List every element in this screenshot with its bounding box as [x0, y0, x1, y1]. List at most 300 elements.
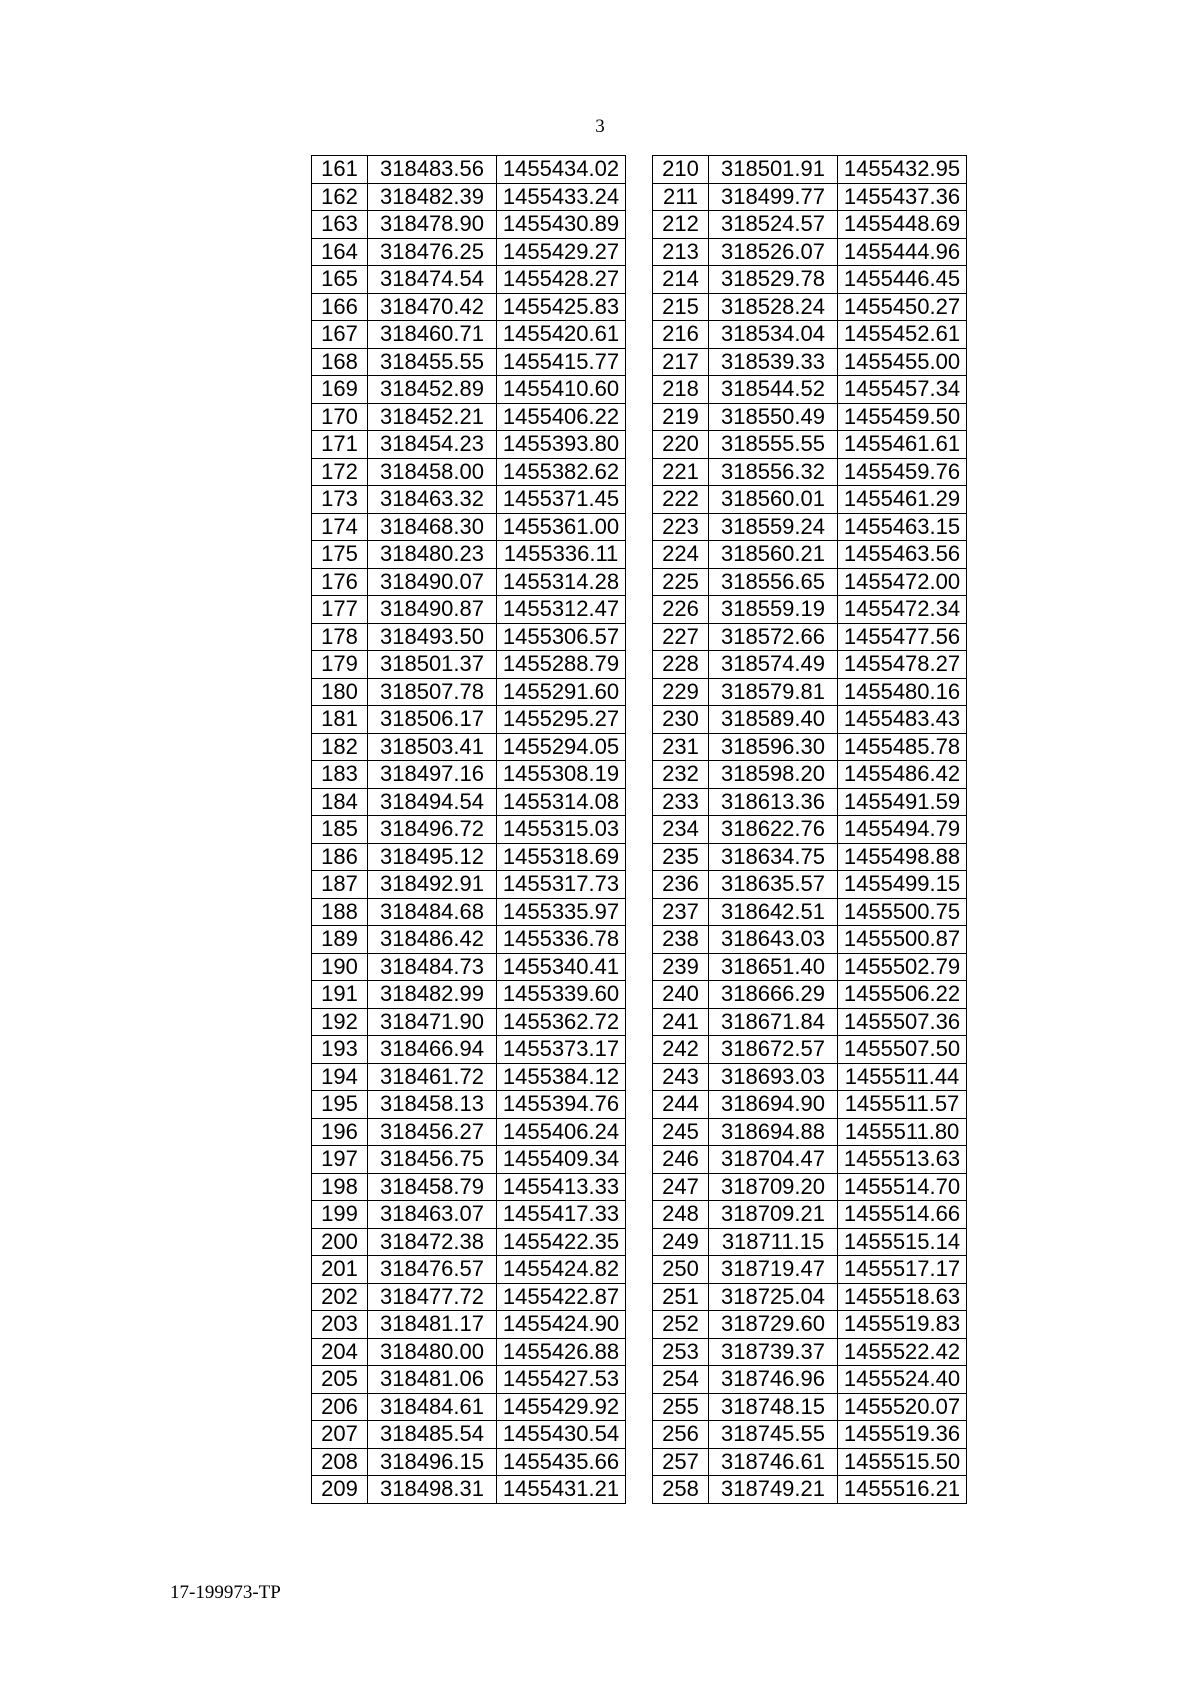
- x-coordinate-cell: 318485.54: [368, 1421, 497, 1449]
- x-coordinate-cell: 318456.27: [368, 1118, 497, 1146]
- y-coordinate-cell: 1455394.76: [497, 1091, 626, 1119]
- table-row: [653, 431, 967, 459]
- y-coordinate-cell: 1455477.56: [838, 623, 967, 651]
- table-row: [653, 1091, 967, 1119]
- x-coordinate-cell: 318478.90: [368, 211, 497, 239]
- x-coordinate-cell: 318474.54: [368, 266, 497, 294]
- point-number-cell: 195: [312, 1091, 368, 1119]
- y-coordinate-cell: 1455452.61: [838, 321, 967, 349]
- table-row: [653, 513, 967, 541]
- point-number-cell: 216: [653, 321, 709, 349]
- table-row: [653, 816, 967, 844]
- x-coordinate-cell: 318458.00: [368, 458, 497, 486]
- x-coordinate-cell: 318476.25: [368, 238, 497, 266]
- point-number-cell: 188: [312, 898, 368, 926]
- point-number-cell: 254: [653, 1366, 709, 1394]
- x-coordinate-cell: 318719.47: [709, 1256, 838, 1284]
- y-coordinate-cell: 1455480.16: [838, 678, 967, 706]
- y-coordinate-cell: 1455435.66: [497, 1448, 626, 1476]
- table-row: [312, 1311, 626, 1339]
- x-coordinate-cell: 318709.21: [709, 1201, 838, 1229]
- y-coordinate-cell: 1455491.59: [838, 788, 967, 816]
- point-number-cell: 205: [312, 1366, 368, 1394]
- table-row: [312, 513, 626, 541]
- point-number-cell: 242: [653, 1036, 709, 1064]
- table-row: [653, 1256, 967, 1284]
- point-number-cell: 164: [312, 238, 368, 266]
- table-row: [312, 706, 626, 734]
- y-coordinate-cell: 1455457.34: [838, 376, 967, 404]
- y-coordinate-cell: 1455291.60: [497, 678, 626, 706]
- x-coordinate-cell: 318526.07: [709, 238, 838, 266]
- point-number-cell: 227: [653, 623, 709, 651]
- table-row: [312, 1366, 626, 1394]
- table-row: [312, 1228, 626, 1256]
- table-row: [312, 1421, 626, 1449]
- point-number-cell: 247: [653, 1173, 709, 1201]
- y-coordinate-cell: 1455382.62: [497, 458, 626, 486]
- y-coordinate-cell: 1455515.50: [838, 1448, 967, 1476]
- table-row: [312, 678, 626, 706]
- y-coordinate-cell: 1455515.14: [838, 1228, 967, 1256]
- x-coordinate-cell: 318574.49: [709, 651, 838, 679]
- x-coordinate-cell: 318455.55: [368, 348, 497, 376]
- point-number-cell: 187: [312, 871, 368, 899]
- y-coordinate-cell: 1455483.43: [838, 706, 967, 734]
- y-coordinate-cell: 1455431.21: [497, 1476, 626, 1504]
- x-coordinate-cell: 318651.40: [709, 953, 838, 981]
- y-coordinate-cell: 1455433.24: [497, 183, 626, 211]
- y-coordinate-cell: 1455514.70: [838, 1173, 967, 1201]
- point-number-cell: 221: [653, 458, 709, 486]
- table-row: [312, 981, 626, 1009]
- table-row: [312, 238, 626, 266]
- table-row: [312, 596, 626, 624]
- table-row: [312, 541, 626, 569]
- table-row: [653, 156, 967, 184]
- point-number-cell: 210: [653, 156, 709, 184]
- y-coordinate-cell: 1455424.82: [497, 1256, 626, 1284]
- x-coordinate-cell: 318746.61: [709, 1448, 838, 1476]
- y-coordinate-cell: 1455312.47: [497, 596, 626, 624]
- point-number-cell: 206: [312, 1393, 368, 1421]
- x-coordinate-cell: 318635.57: [709, 871, 838, 899]
- table-row: [653, 953, 967, 981]
- y-coordinate-cell: 1455288.79: [497, 651, 626, 679]
- point-number-cell: 251: [653, 1283, 709, 1311]
- x-coordinate-cell: 318471.90: [368, 1008, 497, 1036]
- x-coordinate-cell: 318579.81: [709, 678, 838, 706]
- table-row: [653, 706, 967, 734]
- y-coordinate-cell: 1455516.21: [838, 1476, 967, 1504]
- x-coordinate-cell: 318463.07: [368, 1201, 497, 1229]
- x-coordinate-cell: 318472.38: [368, 1228, 497, 1256]
- table-row: [653, 1146, 967, 1174]
- table-row: [653, 376, 967, 404]
- x-coordinate-cell: 318490.07: [368, 568, 497, 596]
- point-number-cell: 185: [312, 816, 368, 844]
- table-row: [653, 486, 967, 514]
- point-number-cell: 200: [312, 1228, 368, 1256]
- x-coordinate-cell: 318539.33: [709, 348, 838, 376]
- y-coordinate-cell: 1455317.73: [497, 871, 626, 899]
- point-number-cell: 179: [312, 651, 368, 679]
- x-coordinate-cell: 318496.15: [368, 1448, 497, 1476]
- point-number-cell: 229: [653, 678, 709, 706]
- point-number-cell: 193: [312, 1036, 368, 1064]
- point-number-cell: 168: [312, 348, 368, 376]
- point-number-cell: 238: [653, 926, 709, 954]
- point-number-cell: 171: [312, 431, 368, 459]
- x-coordinate-cell: 318559.19: [709, 596, 838, 624]
- y-coordinate-cell: 1455420.61: [497, 321, 626, 349]
- table-row: [312, 816, 626, 844]
- point-number-cell: 252: [653, 1311, 709, 1339]
- point-number-cell: 209: [312, 1476, 368, 1504]
- x-coordinate-cell: 318486.42: [368, 926, 497, 954]
- point-number-cell: 215: [653, 293, 709, 321]
- y-coordinate-cell: 1455393.80: [497, 431, 626, 459]
- y-coordinate-cell: 1455519.36: [838, 1421, 967, 1449]
- y-coordinate-cell: 1455459.76: [838, 458, 967, 486]
- point-number-cell: 232: [653, 761, 709, 789]
- y-coordinate-cell: 1455517.17: [838, 1256, 967, 1284]
- table-row: [312, 733, 626, 761]
- point-number-cell: 161: [312, 156, 368, 184]
- point-number-cell: 231: [653, 733, 709, 761]
- x-coordinate-cell: 318458.13: [368, 1091, 497, 1119]
- point-number-cell: 186: [312, 843, 368, 871]
- y-coordinate-cell: 1455506.22: [838, 981, 967, 1009]
- point-number-cell: 244: [653, 1091, 709, 1119]
- y-coordinate-cell: 1455437.36: [838, 183, 967, 211]
- y-coordinate-cell: 1455410.60: [497, 376, 626, 404]
- y-coordinate-cell: 1455336.78: [497, 926, 626, 954]
- y-coordinate-cell: 1455514.66: [838, 1201, 967, 1229]
- point-number-cell: 199: [312, 1201, 368, 1229]
- table-row: [312, 1063, 626, 1091]
- x-coordinate-cell: 318480.00: [368, 1338, 497, 1366]
- x-coordinate-cell: 318481.06: [368, 1366, 497, 1394]
- y-coordinate-cell: 1455428.27: [497, 266, 626, 294]
- y-coordinate-cell: 1455486.42: [838, 761, 967, 789]
- point-number-cell: 182: [312, 733, 368, 761]
- y-coordinate-cell: 1455519.83: [838, 1311, 967, 1339]
- y-coordinate-cell: 1455361.00: [497, 513, 626, 541]
- y-coordinate-cell: 1455406.22: [497, 403, 626, 431]
- y-coordinate-cell: 1455448.69: [838, 211, 967, 239]
- y-coordinate-cell: 1455499.15: [838, 871, 967, 899]
- y-coordinate-cell: 1455472.00: [838, 568, 967, 596]
- y-coordinate-cell: 1455463.56: [838, 541, 967, 569]
- y-coordinate-cell: 1455511.57: [838, 1091, 967, 1119]
- table-row: [653, 1338, 967, 1366]
- y-coordinate-cell: 1455308.19: [497, 761, 626, 789]
- table-row: [653, 596, 967, 624]
- point-number-cell: 245: [653, 1118, 709, 1146]
- x-coordinate-cell: 318484.68: [368, 898, 497, 926]
- table-row: [312, 1476, 626, 1504]
- table-row: [312, 1256, 626, 1284]
- x-coordinate-cell: 318555.55: [709, 431, 838, 459]
- x-coordinate-cell: 318498.31: [368, 1476, 497, 1504]
- y-coordinate-cell: 1455450.27: [838, 293, 967, 321]
- point-number-cell: 230: [653, 706, 709, 734]
- x-coordinate-cell: 318693.03: [709, 1063, 838, 1091]
- y-coordinate-cell: 1455472.34: [838, 596, 967, 624]
- point-number-cell: 243: [653, 1063, 709, 1091]
- point-number-cell: 218: [653, 376, 709, 404]
- table-row: [653, 293, 967, 321]
- table-row: [653, 1448, 967, 1476]
- y-coordinate-cell: 1455444.96: [838, 238, 967, 266]
- x-coordinate-cell: 318483.56: [368, 156, 497, 184]
- point-number-cell: 224: [653, 541, 709, 569]
- point-number-cell: 220: [653, 431, 709, 459]
- y-coordinate-cell: 1455306.57: [497, 623, 626, 651]
- y-coordinate-cell: 1455422.87: [497, 1283, 626, 1311]
- x-coordinate-cell: 318598.20: [709, 761, 838, 789]
- y-coordinate-cell: 1455427.53: [497, 1366, 626, 1394]
- point-number-cell: 222: [653, 486, 709, 514]
- point-number-cell: 174: [312, 513, 368, 541]
- x-coordinate-cell: 318460.71: [368, 321, 497, 349]
- point-number-cell: 226: [653, 596, 709, 624]
- table-row: [312, 788, 626, 816]
- table-row: [312, 1173, 626, 1201]
- table-row: [653, 1366, 967, 1394]
- table-row: [653, 183, 967, 211]
- x-coordinate-cell: 318745.55: [709, 1421, 838, 1449]
- point-number-cell: 257: [653, 1448, 709, 1476]
- point-number-cell: 203: [312, 1311, 368, 1339]
- x-coordinate-cell: 318729.60: [709, 1311, 838, 1339]
- y-coordinate-cell: 1455371.45: [497, 486, 626, 514]
- x-coordinate-cell: 318454.23: [368, 431, 497, 459]
- x-coordinate-cell: 318704.47: [709, 1146, 838, 1174]
- table-row: [312, 871, 626, 899]
- x-coordinate-cell: 318495.12: [368, 843, 497, 871]
- y-coordinate-cell: 1455432.95: [838, 156, 967, 184]
- x-coordinate-cell: 318492.91: [368, 871, 497, 899]
- point-number-cell: 234: [653, 816, 709, 844]
- table-row: [312, 348, 626, 376]
- y-coordinate-cell: 1455502.79: [838, 953, 967, 981]
- point-number-cell: 207: [312, 1421, 368, 1449]
- table-row: [312, 1393, 626, 1421]
- table-row: [312, 1118, 626, 1146]
- table-row: [653, 788, 967, 816]
- point-number-cell: 176: [312, 568, 368, 596]
- point-number-cell: 181: [312, 706, 368, 734]
- point-number-cell: 246: [653, 1146, 709, 1174]
- x-coordinate-cell: 318501.91: [709, 156, 838, 184]
- table-row: [653, 541, 967, 569]
- table-row: [653, 348, 967, 376]
- x-coordinate-cell: 318507.78: [368, 678, 497, 706]
- y-coordinate-cell: 1455430.89: [497, 211, 626, 239]
- point-number-cell: 240: [653, 981, 709, 1009]
- x-coordinate-cell: 318560.21: [709, 541, 838, 569]
- y-coordinate-cell: 1455507.50: [838, 1036, 967, 1064]
- table-row: [312, 321, 626, 349]
- table-row: [653, 1036, 967, 1064]
- x-coordinate-cell: 318468.30: [368, 513, 497, 541]
- y-coordinate-cell: 1455429.27: [497, 238, 626, 266]
- document-code: 17-199973-TP: [170, 1582, 281, 1603]
- point-number-cell: 175: [312, 541, 368, 569]
- x-coordinate-cell: 318494.54: [368, 788, 497, 816]
- y-coordinate-cell: 1455406.24: [497, 1118, 626, 1146]
- table-row: [312, 761, 626, 789]
- point-number-cell: 214: [653, 266, 709, 294]
- y-coordinate-cell: 1455518.63: [838, 1283, 967, 1311]
- x-coordinate-cell: 318463.32: [368, 486, 497, 514]
- table-row: [653, 266, 967, 294]
- y-coordinate-cell: 1455500.87: [838, 926, 967, 954]
- x-coordinate-cell: 318481.17: [368, 1311, 497, 1339]
- table-row: [312, 266, 626, 294]
- x-coordinate-cell: 318746.96: [709, 1366, 838, 1394]
- table-row: [312, 1448, 626, 1476]
- y-coordinate-cell: 1455463.15: [838, 513, 967, 541]
- point-number-cell: 219: [653, 403, 709, 431]
- x-coordinate-cell: 318560.01: [709, 486, 838, 514]
- point-number-cell: 163: [312, 211, 368, 239]
- x-coordinate-cell: 318725.04: [709, 1283, 838, 1311]
- table-row: [653, 1283, 967, 1311]
- table-row: [653, 238, 967, 266]
- x-coordinate-cell: 318477.72: [368, 1283, 497, 1311]
- table-row: [653, 926, 967, 954]
- y-coordinate-cell: 1455294.05: [497, 733, 626, 761]
- point-number-cell: 173: [312, 486, 368, 514]
- x-coordinate-cell: 318528.24: [709, 293, 838, 321]
- x-coordinate-cell: 318476.57: [368, 1256, 497, 1284]
- y-coordinate-cell: 1455315.03: [497, 816, 626, 844]
- table-row: [312, 293, 626, 321]
- point-number-cell: 208: [312, 1448, 368, 1476]
- table-row: [312, 651, 626, 679]
- point-number-cell: 162: [312, 183, 368, 211]
- x-coordinate-cell: 318496.72: [368, 816, 497, 844]
- x-coordinate-cell: 318739.37: [709, 1338, 838, 1366]
- y-coordinate-cell: 1455520.07: [838, 1393, 967, 1421]
- table-row: [312, 211, 626, 239]
- table-row: [312, 843, 626, 871]
- point-number-cell: 239: [653, 953, 709, 981]
- point-number-cell: 213: [653, 238, 709, 266]
- y-coordinate-cell: 1455415.77: [497, 348, 626, 376]
- table-row: [653, 623, 967, 651]
- point-number-cell: 165: [312, 266, 368, 294]
- point-number-cell: 196: [312, 1118, 368, 1146]
- point-number-cell: 191: [312, 981, 368, 1009]
- x-coordinate-cell: 318497.16: [368, 761, 497, 789]
- x-coordinate-cell: 318709.20: [709, 1173, 838, 1201]
- y-coordinate-cell: 1455461.61: [838, 431, 967, 459]
- x-coordinate-cell: 318480.23: [368, 541, 497, 569]
- y-coordinate-cell: 1455522.42: [838, 1338, 967, 1366]
- table-row: [312, 1201, 626, 1229]
- y-coordinate-cell: 1455461.29: [838, 486, 967, 514]
- y-coordinate-cell: 1455459.50: [838, 403, 967, 431]
- x-coordinate-cell: 318634.75: [709, 843, 838, 871]
- y-coordinate-cell: 1455314.28: [497, 568, 626, 596]
- point-number-cell: 169: [312, 376, 368, 404]
- x-coordinate-cell: 318482.39: [368, 183, 497, 211]
- x-coordinate-cell: 318672.57: [709, 1036, 838, 1064]
- table-row: [653, 1421, 967, 1449]
- coordinates-table-left: [311, 155, 626, 1504]
- table-row: [653, 1228, 967, 1256]
- x-coordinate-cell: 318544.52: [709, 376, 838, 404]
- point-number-cell: 248: [653, 1201, 709, 1229]
- y-coordinate-cell: 1455373.17: [497, 1036, 626, 1064]
- point-number-cell: 250: [653, 1256, 709, 1284]
- table-row: [312, 953, 626, 981]
- table-row: [653, 1201, 967, 1229]
- point-number-cell: 235: [653, 843, 709, 871]
- y-coordinate-cell: 1455446.45: [838, 266, 967, 294]
- table-row: [653, 981, 967, 1009]
- x-coordinate-cell: 318642.51: [709, 898, 838, 926]
- x-coordinate-cell: 318470.42: [368, 293, 497, 321]
- point-number-cell: 237: [653, 898, 709, 926]
- point-number-cell: 172: [312, 458, 368, 486]
- y-coordinate-cell: 1455422.35: [497, 1228, 626, 1256]
- point-number-cell: 166: [312, 293, 368, 321]
- x-coordinate-cell: 318556.65: [709, 568, 838, 596]
- point-number-cell: 180: [312, 678, 368, 706]
- point-number-cell: 202: [312, 1283, 368, 1311]
- point-number-cell: 167: [312, 321, 368, 349]
- x-coordinate-cell: 318501.37: [368, 651, 497, 679]
- point-number-cell: 236: [653, 871, 709, 899]
- y-coordinate-cell: 1455511.80: [838, 1118, 967, 1146]
- point-number-cell: 190: [312, 953, 368, 981]
- point-number-cell: 204: [312, 1338, 368, 1366]
- y-coordinate-cell: 1455362.72: [497, 1008, 626, 1036]
- x-coordinate-cell: 318572.66: [709, 623, 838, 651]
- table-row: [653, 761, 967, 789]
- point-number-cell: 178: [312, 623, 368, 651]
- table-row: [312, 1008, 626, 1036]
- point-number-cell: 211: [653, 183, 709, 211]
- x-coordinate-cell: 318559.24: [709, 513, 838, 541]
- point-number-cell: 177: [312, 596, 368, 624]
- table-row: [312, 926, 626, 954]
- table-row: [653, 321, 967, 349]
- point-number-cell: 228: [653, 651, 709, 679]
- x-coordinate-cell: 318622.76: [709, 816, 838, 844]
- coordinates-table-right: [652, 155, 967, 1504]
- x-coordinate-cell: 318589.40: [709, 706, 838, 734]
- table-row: [312, 403, 626, 431]
- y-coordinate-cell: 1455513.63: [838, 1146, 967, 1174]
- table-row: [653, 1008, 967, 1036]
- y-coordinate-cell: 1455524.40: [838, 1366, 967, 1394]
- table-row: [653, 1063, 967, 1091]
- table-row: [653, 1118, 967, 1146]
- table-row: [653, 843, 967, 871]
- table-row: [653, 898, 967, 926]
- point-number-cell: 217: [653, 348, 709, 376]
- y-coordinate-cell: 1455455.00: [838, 348, 967, 376]
- table-row: [653, 651, 967, 679]
- x-coordinate-cell: 318671.84: [709, 1008, 838, 1036]
- table-row: [312, 898, 626, 926]
